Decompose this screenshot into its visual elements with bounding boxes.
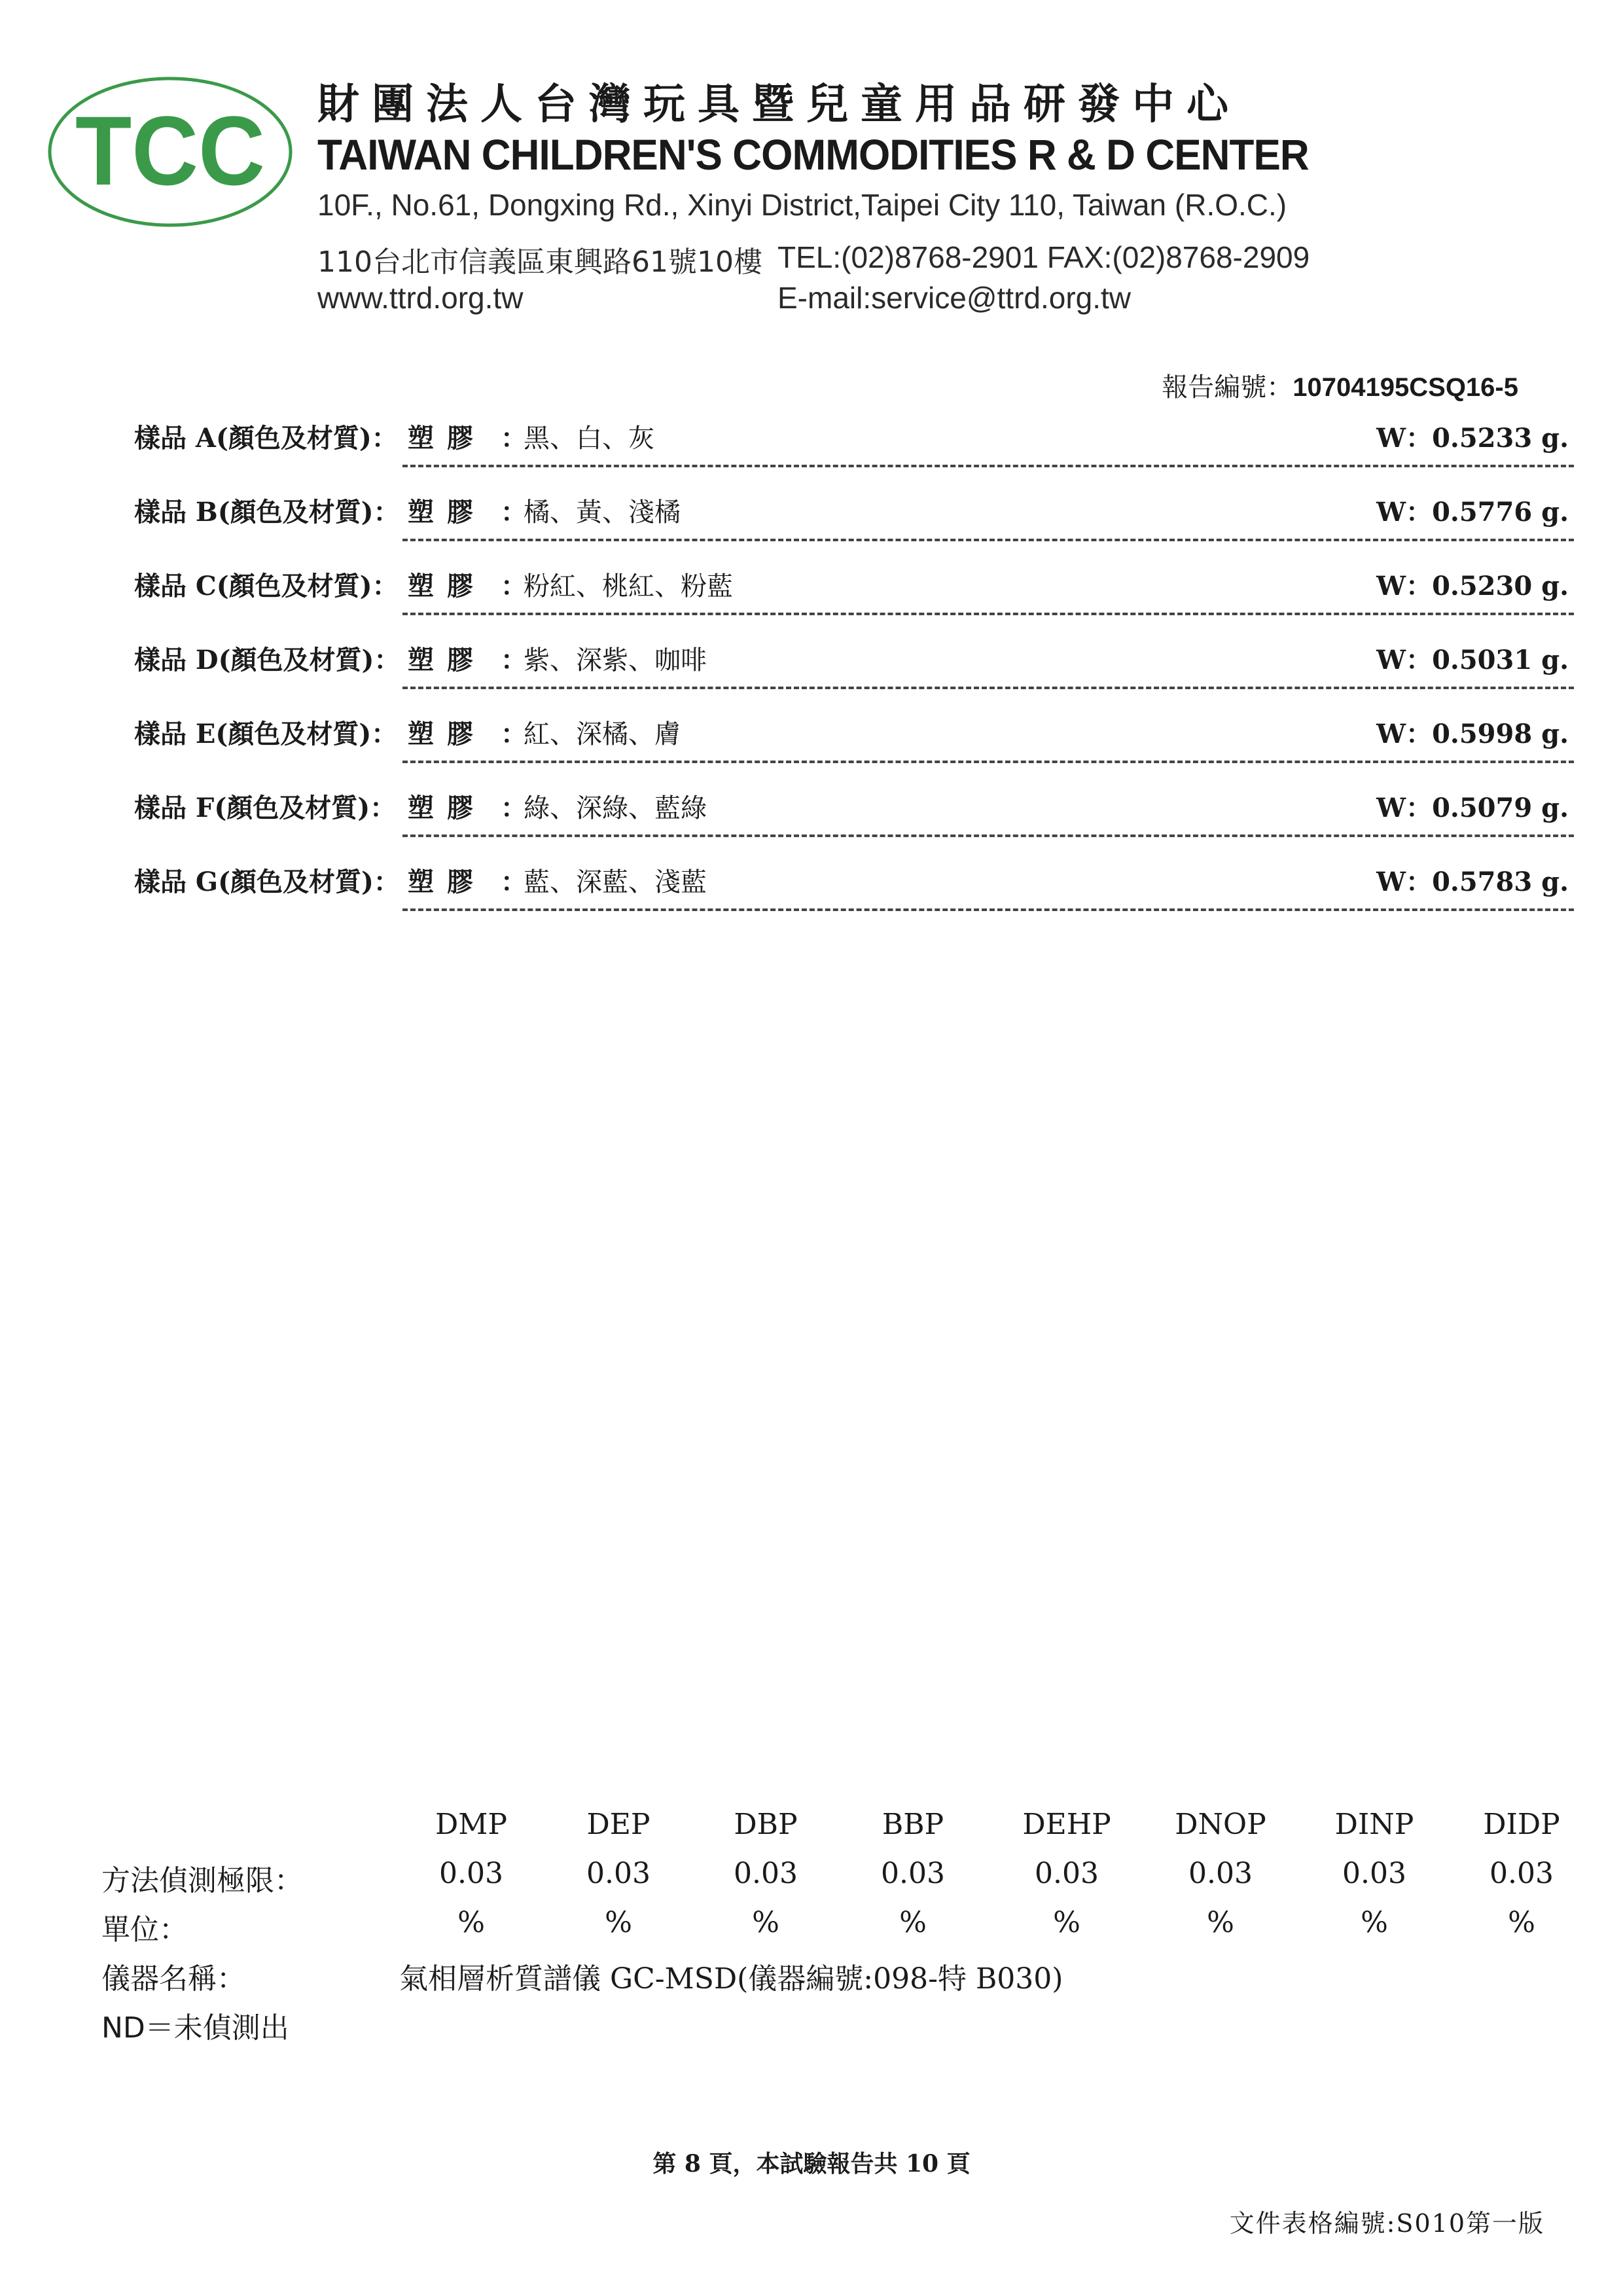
org-name-chinese: 財團法人台灣玩具暨兒童用品研發中心 (317, 81, 1241, 129)
org-name-english: TAIWAN CHILDREN'S COMMODITIES R & D CENTER (317, 130, 1309, 179)
sample-colors: 紫、深紫、咖啡 (524, 645, 707, 675)
nd-row (101, 2004, 1567, 2053)
column-header: DINP (1334, 1808, 1414, 1841)
unit-value: % (1053, 1906, 1080, 1939)
tcc-logo (46, 73, 294, 230)
tel-fax: TEL:(02)8768-2901 FAX:(02)8768-2909 (777, 240, 1310, 274)
sample-label: 樣品 F(顏色及材質)： (134, 793, 397, 823)
column-header: DIDP (1483, 1808, 1560, 1841)
sample-weight: W：0.5079 g. (1376, 793, 1569, 823)
address-chinese: 110台北市信義區東興路61號10樓 (317, 245, 762, 279)
detection-limit-row (101, 1857, 1567, 1906)
limit-value: 0.03 (1188, 1857, 1253, 1890)
sample-label: 樣品 C(顏色及材質)： (134, 571, 399, 601)
sample-colon: ： (501, 571, 527, 601)
instrument-label: 儀器名稱： (101, 1962, 245, 1996)
sample-material: 塑膠 (408, 793, 486, 823)
limit-value: 0.03 (586, 1857, 651, 1890)
sample-row (134, 639, 1569, 713)
unit-value: % (1361, 1906, 1388, 1939)
column-header: DEP (586, 1808, 651, 1841)
address-english: 10F., No.61, Dongxing Rd., Xinyi District,Taipei City 110, Taiwan (R.O.C.) (317, 188, 1287, 222)
sample-weight: W：0.5233 g. (1376, 423, 1569, 454)
sample-colon: ： (501, 645, 527, 675)
unit-label: 單位： (101, 1913, 188, 1946)
column-header: DEHP (1022, 1808, 1111, 1841)
column-header: DNOP (1175, 1808, 1266, 1841)
sample-field (402, 861, 1574, 911)
website-link[interactable]: www.ttrd.org.tw (317, 281, 524, 315)
instrument-row (101, 1955, 1567, 2004)
sample-colors: 綠、深綠、藍綠 (524, 793, 707, 823)
limit-value: 0.03 (439, 1857, 503, 1890)
unit-value: % (1508, 1906, 1535, 1939)
column-header: DMP (435, 1808, 507, 1841)
sample-label: 樣品 D(顏色及材質)： (134, 645, 401, 675)
unit-value: % (752, 1906, 779, 1939)
sample-colors: 紅、深橘、膚 (524, 719, 681, 749)
sample-colors: 藍、深藍、淺藍 (524, 867, 707, 897)
sample-row (134, 418, 1569, 492)
limit-value: 0.03 (1342, 1857, 1406, 1890)
nd-note: ND＝未偵測出 (101, 2011, 289, 2045)
sample-weight: W：0.5031 g. (1376, 645, 1569, 675)
sample-material: 塑膠 (408, 867, 486, 897)
column-header: BBP (882, 1808, 944, 1841)
report-number-label: 報告編號： (1162, 372, 1293, 403)
sample-colors: 粉紅、桃紅、粉藍 (524, 571, 733, 601)
sample-weight: W：0.5783 g. (1376, 867, 1569, 897)
sample-colon: ： (501, 793, 527, 823)
sample-weight: W：0.5776 g. (1376, 497, 1569, 528)
sample-colors: 黑、白、灰 (524, 423, 654, 454)
report-number-value: 10704195CSQ16-5 (1293, 373, 1518, 402)
sample-colon: ： (501, 497, 527, 528)
sample-label: 樣品 B(顏色及材質)： (134, 497, 400, 528)
sample-row (134, 787, 1569, 861)
unit-value: % (605, 1906, 632, 1939)
sample-material: 塑膠 (408, 571, 486, 601)
sample-field (402, 492, 1574, 541)
sample-colon: ： (501, 719, 527, 749)
sample-colors: 橘、黃、淺橘 (524, 497, 681, 528)
email-link[interactable]: E-mail:service@ttrd.org.tw (777, 281, 1132, 315)
sample-weight: W：0.5998 g. (1376, 719, 1569, 749)
logo-text: TCC (75, 96, 265, 206)
unit-value: % (899, 1906, 927, 1939)
unit-row (101, 1906, 1567, 1955)
sample-colon: ： (501, 867, 527, 897)
sample-colon: ： (501, 423, 527, 454)
sample-material: 塑膠 (408, 645, 486, 675)
column-header: DBP (734, 1808, 798, 1841)
unit-value: % (1207, 1906, 1234, 1939)
sample-material: 塑膠 (408, 423, 486, 454)
sample-list (134, 418, 1569, 935)
limit-label: 方法偵測極限： (101, 1864, 303, 1897)
detection-header-row (101, 1808, 1567, 1857)
page-info: 第 8 頁，本試驗報告共 10 頁 (652, 2150, 971, 2178)
unit-value: % (457, 1906, 485, 1939)
limit-value: 0.03 (1489, 1857, 1554, 1890)
sample-field (402, 418, 1574, 467)
sample-row (134, 713, 1569, 787)
sample-row (134, 861, 1569, 935)
form-number: 文件表格編號:S010第一版 (1229, 2209, 1544, 2238)
detection-table (101, 1808, 1567, 2053)
limit-value: 0.03 (1035, 1857, 1099, 1890)
limit-value: 0.03 (881, 1857, 945, 1890)
instrument-value: 氣相層析質譜儀 GC-MSD(儀器編號:098-特 B030) (399, 1962, 1063, 1996)
sample-row (134, 492, 1569, 565)
sample-material: 塑膠 (408, 719, 486, 749)
sample-label: 樣品 G(顏色及材質)： (134, 867, 400, 897)
sample-label: 樣品 A(顏色及材質)： (134, 423, 398, 454)
sample-weight: W：0.5230 g. (1376, 571, 1569, 601)
limit-value: 0.03 (734, 1857, 798, 1890)
report-number (1162, 367, 1518, 404)
sample-field (402, 565, 1574, 615)
sample-field (402, 787, 1574, 837)
sample-row (134, 565, 1569, 639)
sample-field (402, 713, 1574, 763)
sample-label: 樣品 E(顏色及材質)： (134, 719, 398, 749)
sample-field (402, 639, 1574, 689)
sample-material: 塑膠 (408, 497, 486, 528)
